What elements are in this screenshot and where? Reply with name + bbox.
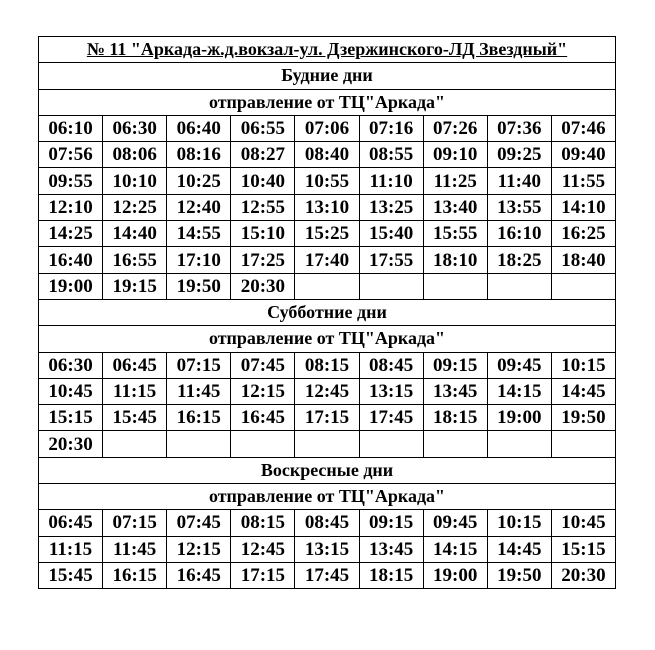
departure-time: 10:55 [295, 168, 359, 194]
times-row [39, 352, 616, 378]
departure-time: 17:45 [359, 405, 423, 431]
departure-time: 09:55 [39, 168, 103, 194]
departure-time: 16:15 [167, 405, 231, 431]
departure-time: 13:45 [359, 536, 423, 562]
departure-time: 13:40 [423, 194, 487, 220]
empty-cell [423, 273, 487, 299]
departure-time: 10:25 [167, 168, 231, 194]
times-row [39, 273, 616, 299]
departure-time: 19:00 [39, 273, 103, 299]
section-name: Воскресные дни [39, 457, 616, 483]
departure-time: 08:45 [359, 352, 423, 378]
empty-cell [167, 431, 231, 457]
departure-time: 19:15 [103, 273, 167, 299]
departure-time: 12:55 [231, 194, 295, 220]
departure-time: 13:25 [359, 194, 423, 220]
departure-time: 11:10 [359, 168, 423, 194]
empty-cell [359, 273, 423, 299]
departure-time: 12:25 [103, 194, 167, 220]
empty-cell [103, 431, 167, 457]
departure-time: 08:55 [359, 142, 423, 168]
departure-time: 15:45 [103, 405, 167, 431]
departure-time: 08:06 [103, 142, 167, 168]
departure-time: 19:50 [551, 405, 615, 431]
departure-time: 18:40 [551, 247, 615, 273]
departure-time: 10:45 [551, 510, 615, 536]
departure-time: 07:45 [167, 510, 231, 536]
departure-time: 11:25 [423, 168, 487, 194]
departure-time: 13:15 [359, 378, 423, 404]
departure-time: 13:55 [487, 194, 551, 220]
departure-time: 14:40 [103, 221, 167, 247]
departure-time: 09:25 [487, 142, 551, 168]
departure-time: 08:16 [167, 142, 231, 168]
departure-time: 12:45 [231, 536, 295, 562]
departure-time: 15:40 [359, 221, 423, 247]
departure-time: 07:06 [295, 115, 359, 141]
departure-time: 07:15 [103, 510, 167, 536]
times-row [39, 378, 616, 404]
departure-time: 10:10 [103, 168, 167, 194]
section-header-row [39, 63, 616, 89]
departure-time: 12:10 [39, 194, 103, 220]
empty-cell [359, 431, 423, 457]
departure-time: 16:40 [39, 247, 103, 273]
departure-time: 10:15 [551, 352, 615, 378]
departure-time: 20:30 [551, 562, 615, 588]
departure-time: 19:50 [487, 562, 551, 588]
departure-time: 15:55 [423, 221, 487, 247]
departure-time: 15:15 [39, 405, 103, 431]
times-row [39, 510, 616, 536]
departure-time: 17:25 [231, 247, 295, 273]
departure-time: 14:45 [487, 536, 551, 562]
departure-time: 12:40 [167, 194, 231, 220]
departure-time: 14:25 [39, 221, 103, 247]
route-title [39, 37, 616, 63]
departure-time: 10:15 [487, 510, 551, 536]
departure-time: 11:15 [39, 536, 103, 562]
departure-time: 06:45 [103, 352, 167, 378]
departure-time: 18:15 [423, 405, 487, 431]
departure-time: 08:40 [295, 142, 359, 168]
section-header-row [39, 457, 616, 483]
departure-time: 13:15 [295, 536, 359, 562]
empty-cell [423, 431, 487, 457]
departure-time: 14:10 [551, 194, 615, 220]
departure-time: 07:45 [231, 352, 295, 378]
section-name: Субботние дни [39, 299, 616, 325]
departure-time: 18:25 [487, 247, 551, 273]
times-row [39, 168, 616, 194]
departure-time: 07:56 [39, 142, 103, 168]
departure-time: 06:40 [167, 115, 231, 141]
departure-time: 16:15 [103, 562, 167, 588]
departure-time: 12:15 [231, 378, 295, 404]
departure-time: 08:45 [295, 510, 359, 536]
times-row [39, 142, 616, 168]
departure-time: 16:25 [551, 221, 615, 247]
departure-row [39, 326, 616, 352]
departure-time: 15:25 [295, 221, 359, 247]
departure-time: 07:15 [167, 352, 231, 378]
departure-time: 12:15 [167, 536, 231, 562]
departure-time: 07:26 [423, 115, 487, 141]
route-title-text: № 11 "Аркада-ж.д.вокзал-ул. Дзержинского-ЛД Звездный" [86, 39, 568, 60]
departure-time: 11:45 [167, 378, 231, 404]
departure-time: 07:46 [551, 115, 615, 141]
departure-time: 08:15 [295, 352, 359, 378]
departure-time: 09:40 [551, 142, 615, 168]
departure-time: 13:10 [295, 194, 359, 220]
departure-time: 15:45 [39, 562, 103, 588]
departure-time: 18:10 [423, 247, 487, 273]
bus-timetable [38, 36, 616, 589]
departure-time: 08:15 [231, 510, 295, 536]
times-row [39, 431, 616, 457]
departure-time: 07:16 [359, 115, 423, 141]
departure-time: 17:15 [231, 562, 295, 588]
departure-time: 07:36 [487, 115, 551, 141]
departure-time: 16:55 [103, 247, 167, 273]
departure-time: 19:00 [423, 562, 487, 588]
empty-cell [231, 431, 295, 457]
departure-time: 19:50 [167, 273, 231, 299]
departure-time: 10:40 [231, 168, 295, 194]
departure-time: 17:40 [295, 247, 359, 273]
departure-time: 06:30 [103, 115, 167, 141]
departure-time: 14:15 [423, 536, 487, 562]
departure-time: 17:10 [167, 247, 231, 273]
section-header-row [39, 299, 616, 325]
departure-time: 15:15 [551, 536, 615, 562]
departure-time: 11:40 [487, 168, 551, 194]
departure-time: 20:30 [231, 273, 295, 299]
departure-time: 11:15 [103, 378, 167, 404]
empty-cell [295, 431, 359, 457]
departure-time: 17:45 [295, 562, 359, 588]
empty-cell [295, 273, 359, 299]
section-name: Будние дни [39, 63, 616, 89]
title-row [39, 37, 616, 63]
departure-time: 16:10 [487, 221, 551, 247]
departure-point: отправление от ТЦ"Аркада" [39, 326, 616, 352]
departure-time: 11:55 [551, 168, 615, 194]
times-row [39, 536, 616, 562]
departure-time: 16:45 [167, 562, 231, 588]
departure-time: 06:30 [39, 352, 103, 378]
departure-time: 12:45 [295, 378, 359, 404]
departure-time: 09:15 [359, 510, 423, 536]
departure-time: 14:55 [167, 221, 231, 247]
departure-time: 06:10 [39, 115, 103, 141]
times-row [39, 405, 616, 431]
departure-time: 09:15 [423, 352, 487, 378]
departure-time: 16:45 [231, 405, 295, 431]
departure-time: 14:15 [487, 378, 551, 404]
empty-cell [487, 273, 551, 299]
times-row [39, 247, 616, 273]
departure-row [39, 484, 616, 510]
empty-cell [551, 431, 615, 457]
departure-time: 09:45 [487, 352, 551, 378]
departure-time: 09:10 [423, 142, 487, 168]
departure-time: 17:15 [295, 405, 359, 431]
departure-point: отправление от ТЦ"Аркада" [39, 89, 616, 115]
times-row [39, 115, 616, 141]
departure-row [39, 89, 616, 115]
empty-cell [487, 431, 551, 457]
times-row [39, 562, 616, 588]
departure-time: 15:10 [231, 221, 295, 247]
departure-time: 09:45 [423, 510, 487, 536]
departure-time: 14:45 [551, 378, 615, 404]
times-row [39, 221, 616, 247]
departure-time: 06:45 [39, 510, 103, 536]
departure-time: 13:45 [423, 378, 487, 404]
departure-time: 19:00 [487, 405, 551, 431]
departure-time: 20:30 [39, 431, 103, 457]
departure-point: отправление от ТЦ"Аркада" [39, 484, 616, 510]
departure-time: 10:45 [39, 378, 103, 404]
departure-time: 17:55 [359, 247, 423, 273]
departure-time: 08:27 [231, 142, 295, 168]
departure-time: 18:15 [359, 562, 423, 588]
departure-time: 11:45 [103, 536, 167, 562]
departure-time: 06:55 [231, 115, 295, 141]
empty-cell [551, 273, 615, 299]
times-row [39, 194, 616, 220]
